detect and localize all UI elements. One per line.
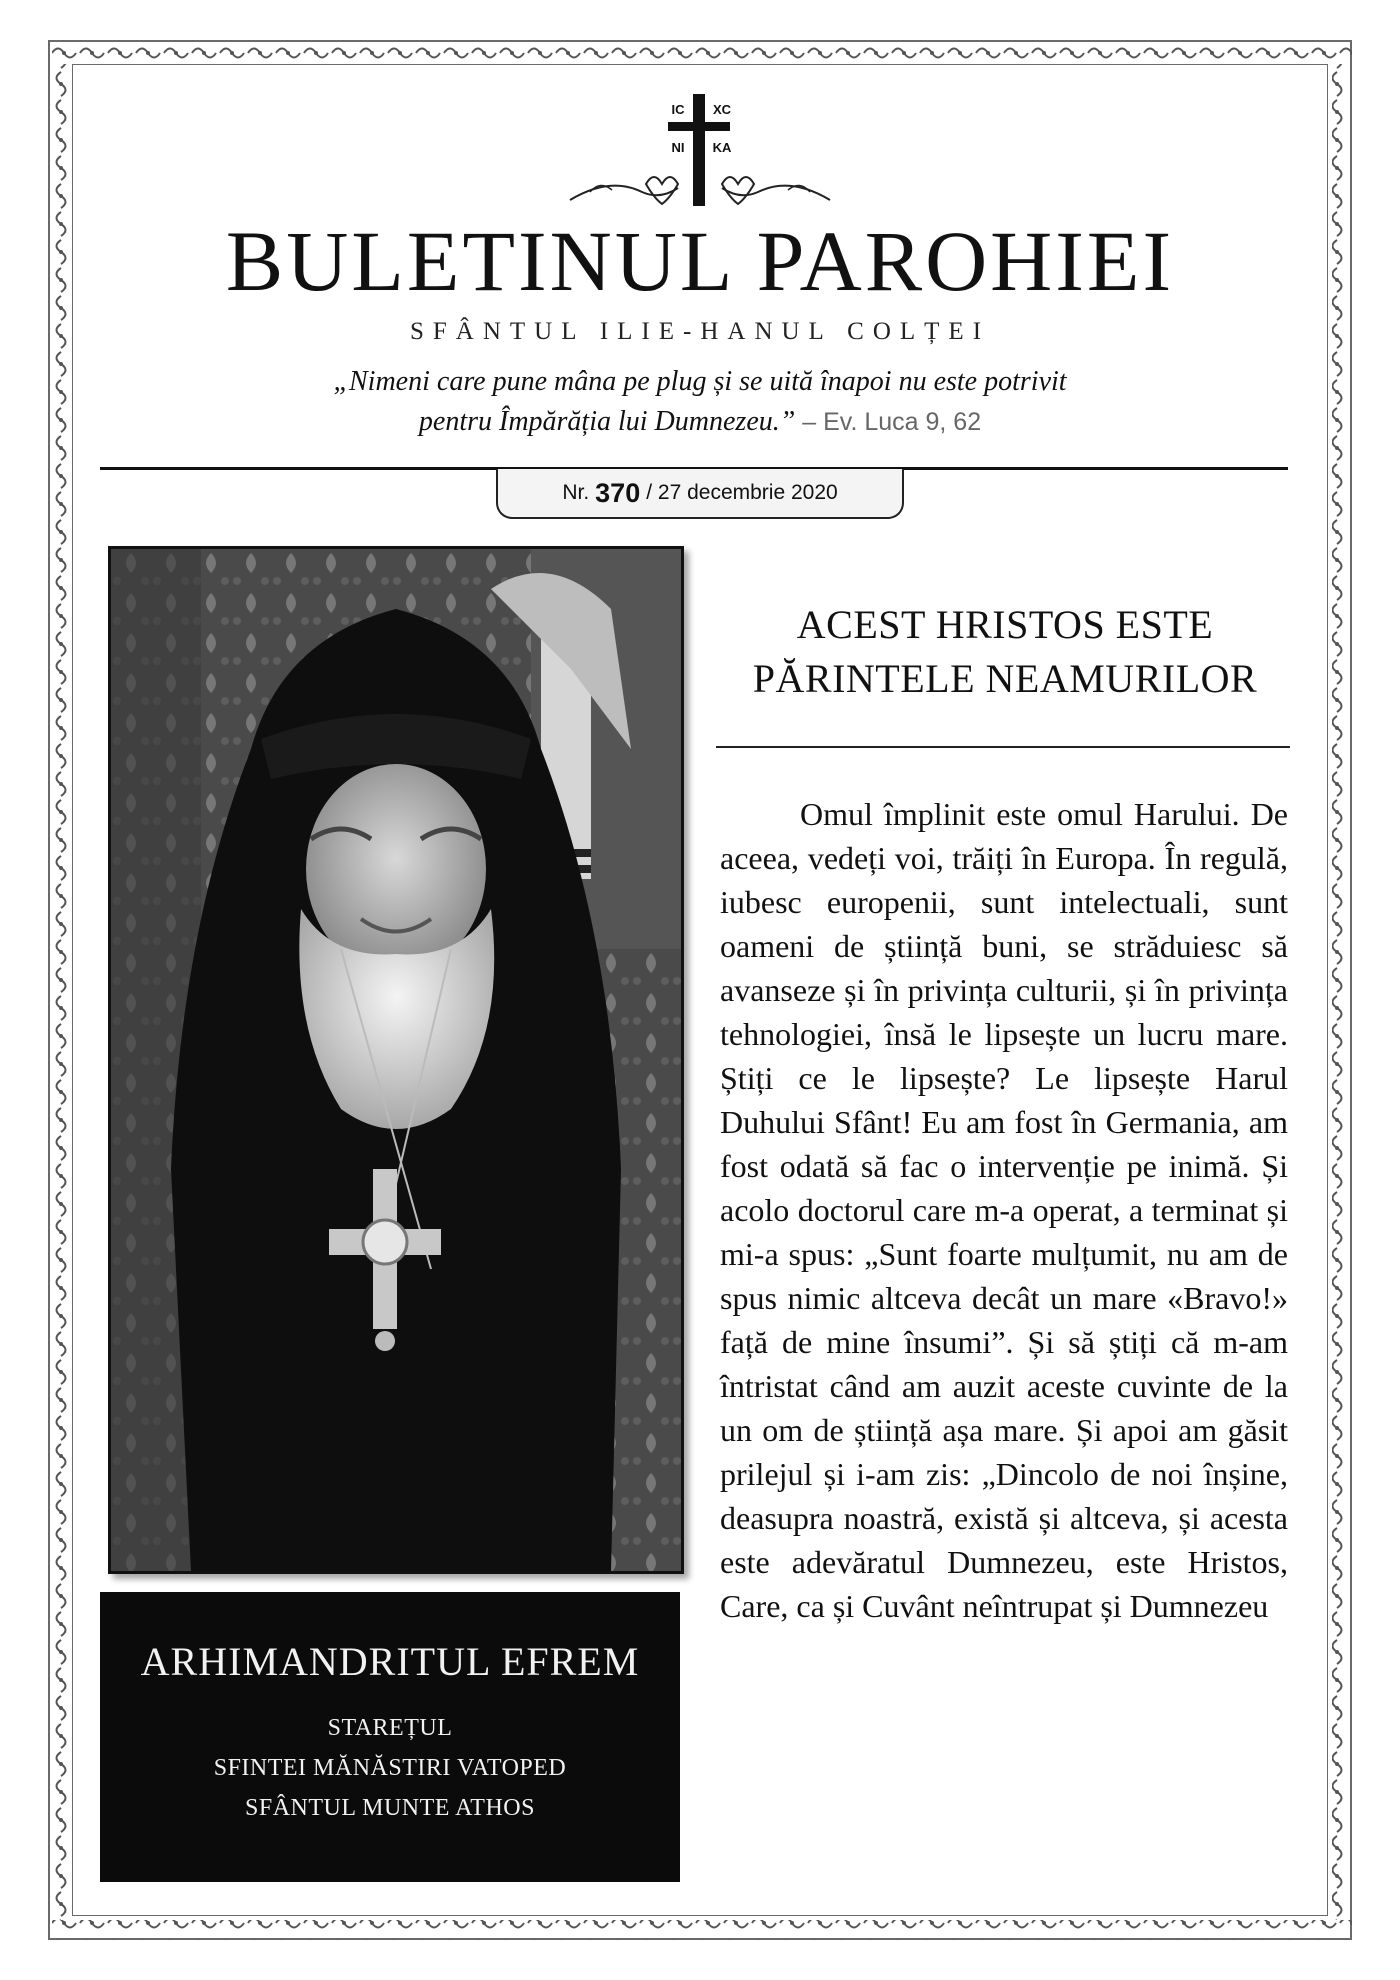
portrait-photo [108, 546, 684, 1574]
article-title [712, 598, 1298, 706]
article-body: Omul împlinit este omul Harului. De aceea, vedeți voi, trăiți în Europa. În regulă, iubesc europenii, sunt intelectuali, sunt oameni de știință buni, se străduiesc să avanseze și în privința culturii, și în privința tehnologiei, însă le lipsește un lucru mare. Știți ce le lipsește? Le lipsește Harul Duhului Sfânt! Eu am fost în Germania, am fost odată să fac o intervenție pe inimă. Și acolo doctorul care m-a operat, a terminat și mi-a spus: „Sunt foarte mulțumit, nu am de spus nimic altceva decât un mare «Bravo!» față de mine însumi”. Și să știți că m-am întristat când am auzit aceste cuvinte de la un om de știință așa mare. Și apoi am găsit prilejul și i-am zis: „Dincolo de noi înșine, deasupra noastră, există și altceva, și acesta este adevăratul Dumnezeu, este Hristos, Care, ca și Cuvânt neîntrupat și Dumnezeu [720, 796, 1288, 1624]
issue-tab [496, 469, 904, 519]
caption-line-1: STAREȚUL [327, 1715, 453, 1741]
article-title-line-2: PĂRINTELE NEAMURILOR [752, 656, 1258, 701]
quote-line-2-wrap [0, 402, 1400, 442]
caption-name: ARHIMANDRITUL EFREM [140, 1639, 640, 1684]
article-divider [716, 746, 1290, 748]
epigraph-quote [0, 362, 1400, 442]
bulletin-subtitle: SFÂNTUL ILIE-HANUL COLȚEI [409, 318, 991, 345]
cross-letter-xc: XC [712, 102, 732, 117]
caption-line-3: SFÂNTUL MUNTE ATHOS [245, 1795, 535, 1821]
issue-date: / 27 decembrie 2020 [646, 481, 838, 504]
cross-letter-ni: NI [671, 140, 685, 155]
cross-letter-ka: KA [712, 140, 732, 155]
caption-line-2: SFINTEI MĂNĂSTIRI VATOPED [213, 1755, 567, 1781]
article-title-line-1: ACEST HRISTOS ESTE [796, 602, 1214, 647]
issue-number: 370 [595, 477, 641, 508]
portrait-caption [100, 1592, 680, 1882]
quote-line-1: „Nimeni care pune mâna pe plug și se uită înapoi nu este potrivit [333, 366, 1067, 397]
cross-letter-ic: IC [671, 102, 685, 117]
portrait-illustration [111, 549, 681, 1571]
quote-line-2: pentru Împărăția lui Dumnezeu.” [418, 406, 796, 437]
quote-reference: – Ev. Luca 9, 62 [795, 408, 982, 436]
cross-ornament-icon [550, 88, 850, 218]
issue-prefix: Nr. [562, 481, 590, 504]
bulletin-title: BULETINUL PAROHIEI [225, 213, 1175, 309]
caption-role [100, 1708, 680, 1828]
